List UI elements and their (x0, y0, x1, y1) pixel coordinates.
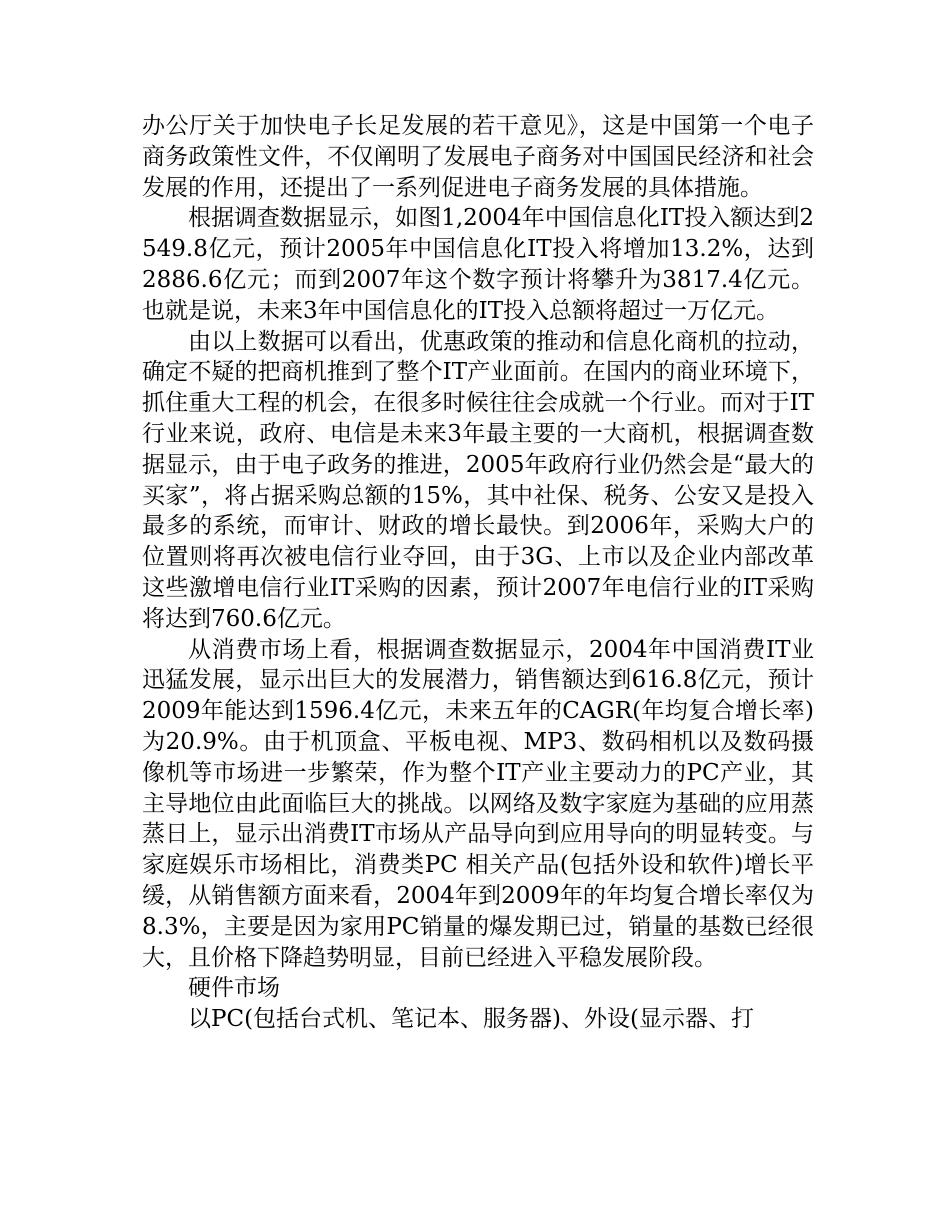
paragraph-government-telecom: 由以上数据可以看出，优惠政策的推动和信息化商机的拉动，确定不疑的把商机推到了整个IT产业面前。在国内的商业环境下，抓住重大工程的机会，在很多时候往往会成就一个行业。而对于IT行业来说，政府、电信是未来3年最主要的一大商机，根据调查数据显示，由于电子政务的推进，2005年政府行业仍然会是“最大的买家”，将占据采购总额的15%，其中社保、税务、公安又是投入最多的系统，而审计、财政的增长最快。到2006年，采购大户的位置则将再次被电信行业夺回，由于3G、上市以及企业内部改革这些激增电信行业IT采购的因素，预计2007年电信行业的IT采购将达到760.6亿元。 (142, 328, 814, 632)
body-text (142, 111, 814, 1035)
paragraph-hardware-intro: 以PC(包括台式机、笔记本、服务器)、外设(显示器、打 (188, 1006, 754, 1033)
paragraph-it-investment: 根据调查数据显示，如图1,2004年中国信息化IT投入额达到2549.8亿元，预计2005年中国信息化IT投入将增加13.2%，达到2886.6亿元；而到2007年这个数字预计将攀升为3817.4亿元。也就是说，未来3年中国信息化的IT投入总额将超过一万亿元。 (142, 205, 814, 324)
paragraph-policy-continuation: 办公厅关于加快电子长足发展的若干意见》，这是中国第一个电子商务政策性文件，不仅阐明了发展电子商务对中国国民经济和社会发展的作用，还提出了一系列促进电子商务发展的具体措施。 (142, 113, 814, 201)
paragraph-consumer-market: 从消费市场上看，根据调查数据显示，2004年中国消费IT业迅猛发展，显示出巨大的发展潜力，销售额达到616.8亿元，预计2009年能达到1596.4亿元，未来五年的CAGR(年均复合增长率)为20.9%。由于机顶盒、平板电视、MP3、数码相机以及数码摄像机等市场进一步繁荣，作为整个IT产业主要动力的PC产业，其主导地位由此面临巨大的挑战。以网络及数字家庭为基础的应用蒸蒸日上，显示出消费IT市场从产品导向到应用导向的明显转变。与家庭娱乐市场相比，消费类PC 相关产品(包括外设和软件)增长平缓，从销售额方面来看，2004年到2009年的年均复合增长率仅为8.3%，主要是因为家用PC销量的爆发期已过，销量的基数已经很大，且价格下降趋势明显，目前已经进入平稳发展阶段。 (142, 636, 814, 971)
section-heading-hardware-market: 硬件市场 (188, 975, 280, 1002)
